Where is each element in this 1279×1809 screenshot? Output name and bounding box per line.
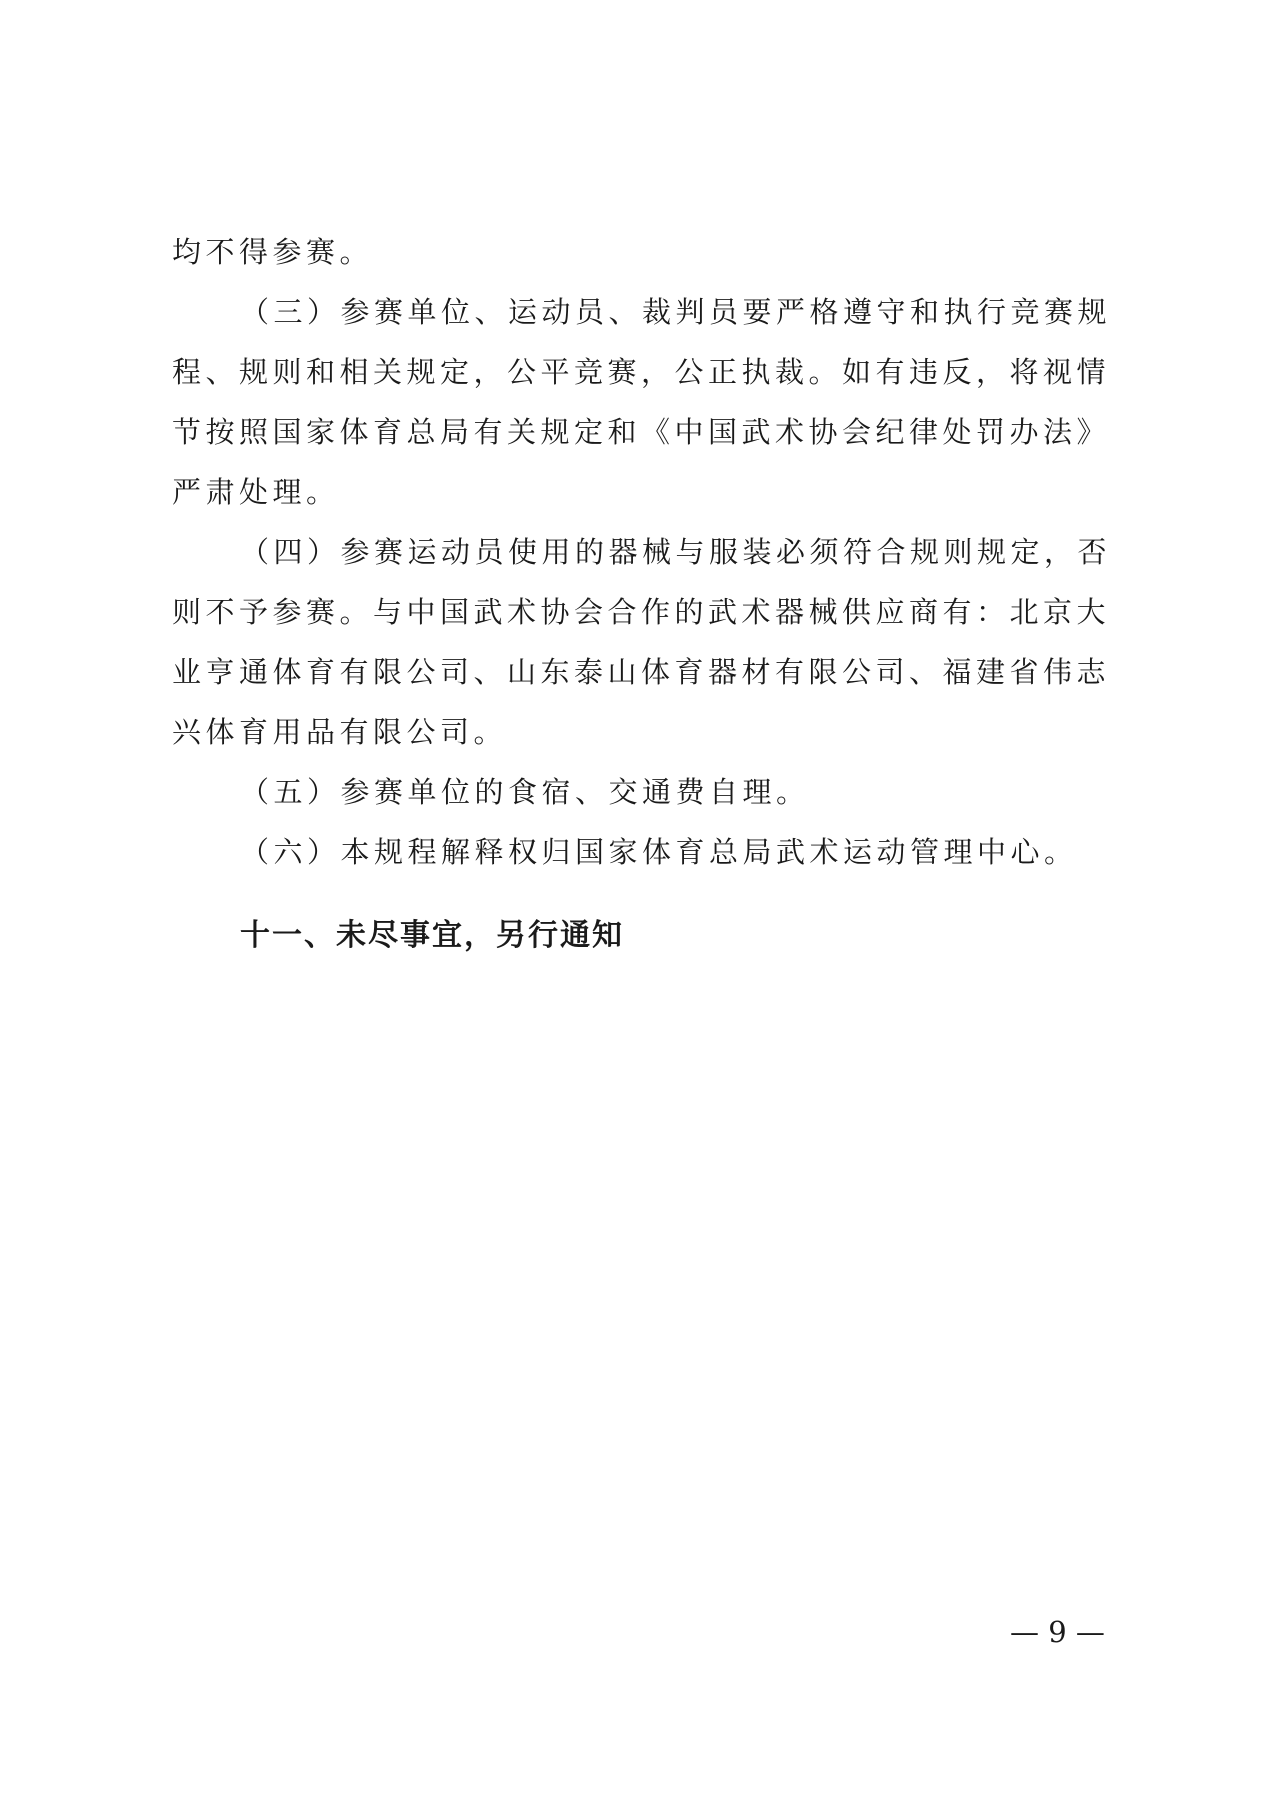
body-text [172,222,1116,882]
page-number: — 9 — [1010,1615,1105,1649]
text-line: 严肃处理。 [172,475,340,509]
text-line: 业亨通体育有限公司、山东泰山体育器材有限公司、福建省伟志 [172,655,1111,689]
text-line: （五）参赛单位的食宿、交通费自理。 [240,775,810,809]
text-line: （六）本规程解释权归国家体育总局武术运动管理中心。 [240,835,1078,869]
text-line: 均不得参赛。 [172,235,374,269]
text-line: （三）参赛单位、运动员、裁判员要严格遵守和执行竞赛规 [240,295,1112,329]
text-line: 则不予参赛。与中国武术协会合作的武术器械供应商有：北京大 [172,595,1111,629]
text-line: 节按照国家体育总局有关规定和《中国武术协会纪律处罚办法》 [172,415,1111,449]
text-line: 程、规则和相关规定，公平竞赛，公正执裁。如有违反，将视情 [172,355,1111,389]
text-line: 兴体育用品有限公司。 [172,715,508,749]
text-line: （四）参赛运动员使用的器械与服装必须符合规则规定，否 [240,535,1112,569]
section-heading: 十一、未尽事宜，另行通知 [240,918,624,953]
